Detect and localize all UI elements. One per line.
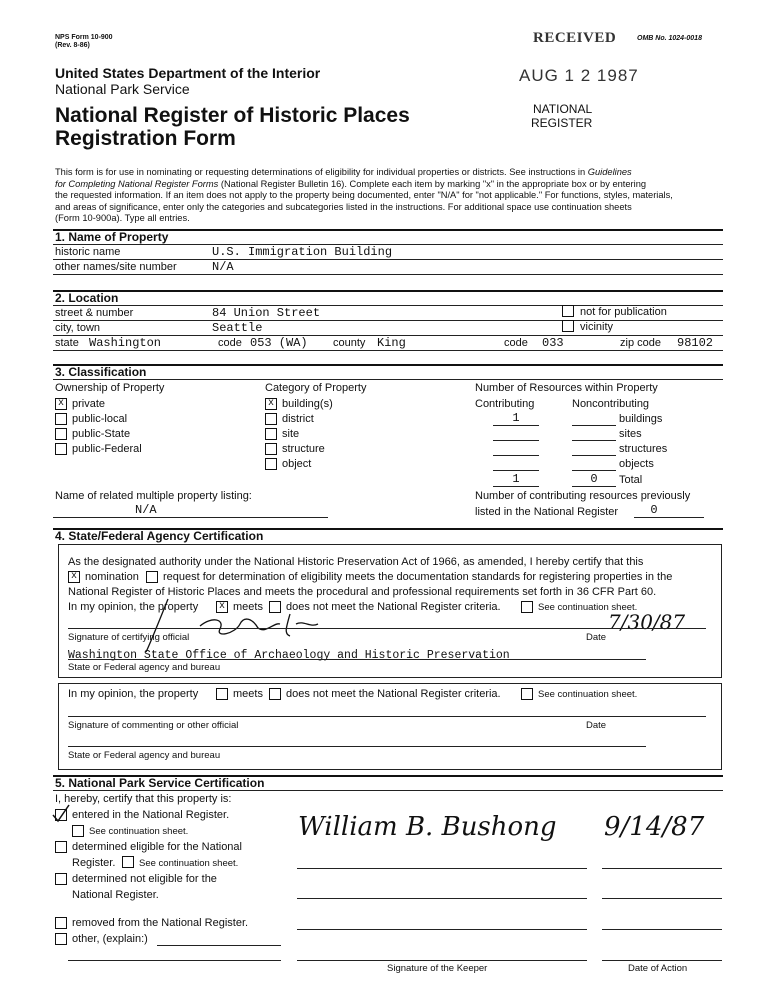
nomination-checkbox[interactable]: x <box>68 571 80 583</box>
noncontributing-heading: Noncontributing <box>572 398 650 410</box>
comment-opinion-label: In my opinion, the property <box>68 688 199 700</box>
agency-value: Washington State Office of Archaeology and Historic Preservation <box>68 649 510 662</box>
section-4-title: 4. State/Federal Agency Certification <box>55 529 264 543</box>
rule <box>68 628 588 629</box>
category-object-checkbox[interactable] <box>265 458 277 470</box>
category-site-label: site <box>282 428 300 440</box>
res-objects-label: objects <box>619 458 654 470</box>
rule <box>297 868 587 869</box>
section-5-title: 5. National Park Service Certification <box>55 776 265 790</box>
county-code-value: 033 <box>542 336 564 350</box>
rule <box>634 517 704 518</box>
rule <box>53 790 723 791</box>
rule <box>586 628 706 629</box>
comment-does-not-meet-label: does not meet the National Register criteria. <box>286 688 501 700</box>
rule <box>602 868 722 869</box>
rule <box>68 716 588 717</box>
other-checkbox[interactable] <box>55 933 67 945</box>
received-stamp: RECEIVED <box>533 30 617 46</box>
category-building-checkbox[interactable]: x <box>265 398 277 410</box>
removed-checkbox[interactable] <box>55 917 67 929</box>
ownership-private-checkbox[interactable]: x <box>55 398 67 410</box>
category-building-label: building(s) <box>282 398 333 410</box>
ownership-public-federal-label: public-Federal <box>72 443 142 455</box>
does-not-meet-label: does not meet the National Register criteria. <box>286 601 501 613</box>
section-1-title: 1. Name of Property <box>55 230 169 244</box>
previously-listed-label1: Number of contributing resources previously <box>475 490 691 502</box>
category-district-checkbox[interactable] <box>265 413 277 425</box>
rule <box>572 455 616 456</box>
determined-eligible-label2: Register. <box>72 857 116 869</box>
eligible-continuation-checkbox[interactable] <box>122 856 134 868</box>
other-names-value: N/A <box>212 260 234 274</box>
comment-meets-checkbox[interactable] <box>216 688 228 700</box>
previously-listed-value: 0 <box>650 503 658 517</box>
rule <box>53 259 723 260</box>
checkmark-icon <box>50 803 72 825</box>
nps-intro: I, hereby, certify that this property is: <box>55 793 232 805</box>
previously-listed-label2: listed in the National Register <box>475 506 619 518</box>
ownership-public-local-label: public-local <box>72 413 128 425</box>
category-site-checkbox[interactable] <box>265 428 277 440</box>
rule <box>53 379 723 380</box>
rule <box>493 425 539 426</box>
stamp-national: NATIONAL <box>533 102 593 116</box>
received-date-stamp: AUG 1 2 1987 <box>519 66 639 85</box>
multiple-listing-label: Name of related multiple property listing: <box>55 490 252 502</box>
county-code-label: code <box>504 337 528 349</box>
noncontrib-total-value: 0 <box>590 472 598 486</box>
ownership-private-label: private <box>72 398 106 410</box>
not-for-publication-label: not for publication <box>580 306 667 318</box>
intro-paragraph: This form is for use in nominating or requesting determinations of eligibility for individual properties or districts. See instructions in Guidelines for Completing National Register Forms (National Register Bulletin 16). Complete each item by marking "x" in the appropriate box or by entering the requested information. If an item does not apply to the property being documented, enter "N/A" for "not applicable." For functions, styles, materials, and areas of significance, enter only the categories and subcategories listed in the instructions. For additional space use continuation sheets (Form 10-900a). Type all entries. <box>55 167 673 223</box>
state-code-label: code <box>218 337 242 349</box>
action-date-label: Date of Action <box>628 963 688 974</box>
rule <box>572 470 616 471</box>
determined-eligible-label1: determined eligible for the National <box>72 841 242 853</box>
vicinity-checkbox[interactable] <box>562 320 574 332</box>
removed-label: removed from the National Register. <box>72 917 249 929</box>
county-label: county <box>333 337 366 349</box>
keeper-signature-label: Signature of the Keeper <box>387 963 488 974</box>
rule <box>602 960 722 961</box>
rule <box>493 470 539 471</box>
entered-continuation-label: See continuation sheet. <box>89 826 189 837</box>
rule <box>297 898 587 899</box>
rule <box>602 929 722 930</box>
determined-not-eligible-label1: determined not eligible for the <box>72 873 217 885</box>
rule <box>493 455 539 456</box>
entered-continuation-checkbox[interactable] <box>72 825 84 837</box>
form-revision: (Rev. 8-86) <box>55 42 90 49</box>
state-code-value: 053 (WA) <box>250 336 308 350</box>
cert-continuation-label: See continuation sheet. <box>538 602 638 613</box>
resources-heading: Number of Resources within Property <box>475 382 658 394</box>
certifying-signature <box>140 594 320 654</box>
rule <box>53 274 723 275</box>
state-label: state <box>55 337 79 349</box>
rule <box>53 320 723 321</box>
cert-date-label: Date <box>586 632 607 643</box>
nomination-label: nomination <box>85 571 139 583</box>
category-object-label: object <box>282 458 312 470</box>
cert-line2-rest: request for determination of eligibility meets the documentation standards for registering properties in the <box>163 571 673 583</box>
city-value: Seattle <box>212 321 263 335</box>
other-label: other, (explain:) <box>72 933 148 945</box>
cert-line1: As the designated authority under the National Historic Preservation Act of 1966, as amended, I hereby certify that this <box>68 556 644 568</box>
ownership-public-state-label: public-State <box>72 428 131 440</box>
form-title-line2: Registration Form <box>55 127 236 150</box>
form-number: NPS Form 10-900 <box>55 34 113 41</box>
rule <box>572 440 616 441</box>
section-2-title: 2. Location <box>55 291 119 305</box>
comment-agency-label: State or Federal agency and bureau <box>68 750 221 761</box>
signature-label: Signature of certifying official <box>68 632 190 643</box>
not-for-publication-checkbox[interactable] <box>562 305 574 317</box>
rule <box>586 716 706 717</box>
rule <box>572 486 616 487</box>
category-structure-label: structure <box>282 443 325 455</box>
historic-name-label: historic name <box>55 246 121 258</box>
meets-checkbox[interactable]: x <box>216 601 228 613</box>
eligible-continuation-label: See continuation sheet. <box>139 858 239 869</box>
opinion-label: In my opinion, the property <box>68 601 199 613</box>
service-name: National Park Service <box>55 81 190 97</box>
determined-eligible-checkbox[interactable] <box>55 841 67 853</box>
zip-label: zip code <box>620 337 661 349</box>
comment-continuation-checkbox[interactable] <box>521 688 533 700</box>
rule <box>572 425 616 426</box>
section-rule <box>53 290 723 292</box>
other-names-label: other names/site number <box>55 261 177 273</box>
rule <box>68 960 281 961</box>
ownership-public-federal-checkbox[interactable] <box>55 443 67 455</box>
cert-line3: National Register of Historic Places and meets the procedural and professional requirements set forth in 36 CFR Part 60. <box>68 586 657 598</box>
city-label: city, town <box>55 322 101 334</box>
county-value: King <box>377 336 406 350</box>
street-label: street & number <box>55 307 134 319</box>
multiple-listing-value: N/A <box>135 503 157 517</box>
comment-signature-label: Signature of commenting or other official <box>68 720 239 731</box>
ownership-public-state-checkbox[interactable] <box>55 428 67 440</box>
section-rule <box>53 364 723 366</box>
res-sites-label: sites <box>619 428 642 440</box>
comment-continuation-label: See continuation sheet. <box>538 689 638 700</box>
rule <box>297 929 587 930</box>
state-value: Washington <box>89 336 162 350</box>
determined-not-eligible-checkbox[interactable] <box>55 873 67 885</box>
stamp-register: REGISTER <box>531 116 593 130</box>
keeper-signature: William B. Bushong <box>298 812 557 842</box>
rule <box>493 486 539 487</box>
res-buildings-label: buildings <box>619 413 663 425</box>
cert-date-value: 7/30/87 <box>608 610 686 634</box>
rule <box>68 746 646 747</box>
res-structures-label: structures <box>619 443 668 455</box>
category-heading: Category of Property <box>265 382 367 394</box>
category-district-label: district <box>282 413 314 425</box>
comment-meets-label: meets <box>233 688 263 700</box>
cert-continuation-checkbox[interactable] <box>521 601 533 613</box>
res-total-label: Total <box>619 474 643 486</box>
entered-label: entered in the National Register. <box>72 809 230 821</box>
omb-number: OMB No. 1024-0018 <box>637 35 702 42</box>
action-date-value: 9/14/87 <box>604 812 705 842</box>
rule <box>157 945 281 946</box>
rule <box>68 659 646 660</box>
street-value: 84 Union Street <box>212 306 321 320</box>
contrib-buildings-value: 1 <box>512 411 520 425</box>
vicinity-label: vicinity <box>580 321 614 333</box>
rule <box>297 960 587 961</box>
comment-does-not-meet-checkbox[interactable] <box>269 688 281 700</box>
ownership-public-local-checkbox[interactable] <box>55 413 67 425</box>
ownership-heading: Ownership of Property <box>55 382 165 394</box>
contributing-heading: Contributing <box>475 398 535 410</box>
department-name: United States Department of the Interior <box>55 65 321 81</box>
comment-date-label: Date <box>586 720 607 731</box>
request-checkbox[interactable] <box>146 571 158 583</box>
rule <box>53 350 723 351</box>
determined-not-eligible-label2: National Register. <box>72 889 159 901</box>
form-title-line1: National Register of Historic Places <box>55 104 410 127</box>
category-structure-checkbox[interactable] <box>265 443 277 455</box>
section-3-title: 3. Classification <box>55 365 147 379</box>
agency-label: State or Federal agency and bureau <box>68 662 221 673</box>
rule <box>53 517 328 518</box>
meets-label: meets <box>233 601 263 613</box>
zip-value: 98102 <box>677 336 714 350</box>
rule <box>493 440 539 441</box>
historic-name-value: U.S. Immigration Building <box>212 245 393 259</box>
contrib-total-value: 1 <box>512 472 520 486</box>
rule <box>602 898 722 899</box>
